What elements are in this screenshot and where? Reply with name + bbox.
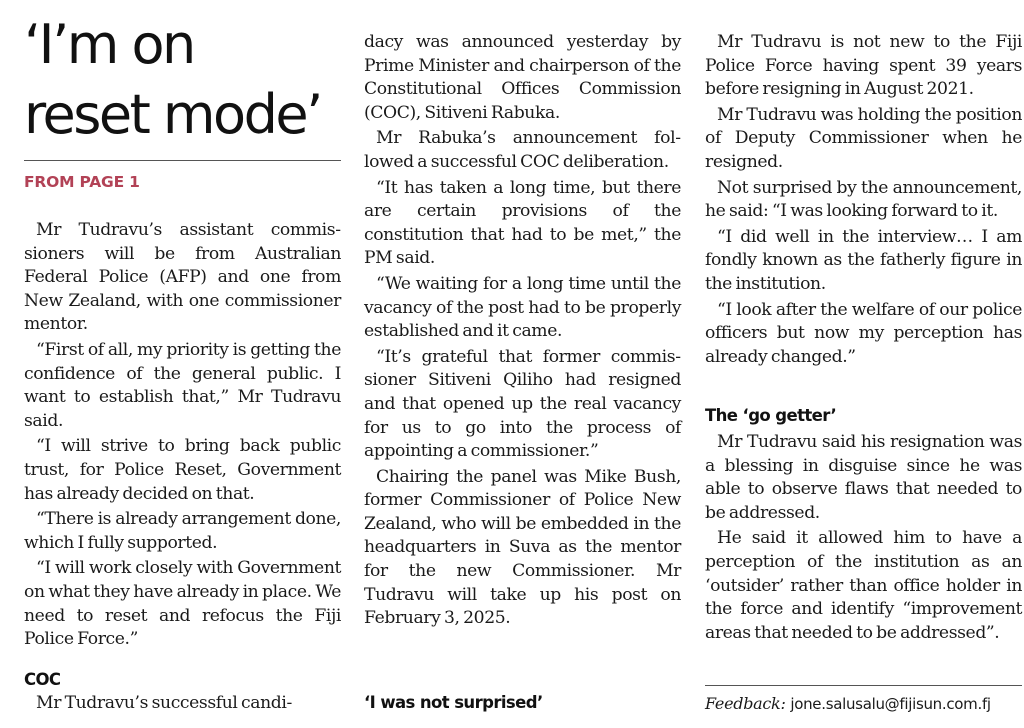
- paragraph: “There is already arrangement done, which I fully supported.: [24, 509, 341, 553]
- column-1-tail: [24, 692, 341, 716]
- paragraph: “I look after the welfare of our police officers but now my perception has already changed.”: [705, 299, 1022, 367]
- feedback-rule: [705, 685, 1022, 686]
- column-3-body-2: [705, 431, 1022, 645]
- paragraph: “I will strive to bring back public trust, for Police Reset, Government has already decided on that.: [24, 436, 341, 504]
- paragraph: Mr Tudravu’s successful candi-: [36, 693, 292, 713]
- column-1-body: [24, 219, 341, 652]
- headline-line-1: ‘I’m on: [24, 13, 194, 76]
- subhead-not-surprised: ‘I was not surprised’: [364, 693, 543, 712]
- feedback: [705, 694, 991, 713]
- paragraph: Mr Tudravu said his resignation was a blessing in disguise since he was able to observe flaws that needed to be addressed.: [705, 432, 1022, 523]
- paragraph: “I did well in the interview… I am fondly known as the fatherly figure in the institution.: [705, 226, 1022, 294]
- subhead-coc: COC: [24, 670, 61, 689]
- paragraph: Mr Tudravu’s assistant commissioners will be from Australian Federal Police (AFP) and one from New Zealand, with one commissioner mentor.: [24, 220, 341, 335]
- headline-line-2: reset mode’: [24, 83, 321, 146]
- paragraph: “We waiting for a long time until the vacancy of the post had to be properly established and it came.: [364, 273, 681, 342]
- subhead-go-getter: The ‘go getter’: [705, 406, 837, 425]
- paragraph: “It has taken a long time, but there are certain provisions of the constitution that had to be met,” the PM said.: [364, 177, 681, 269]
- feedback-label: Feedback:: [705, 694, 786, 713]
- column-3-body: [705, 31, 1022, 369]
- paragraph: Mr Tudravu was holding the position of Deputy Commissioner when he resigned.: [705, 104, 1022, 172]
- paragraph: Not surprised by the announcement, he said: “I was looking forward to it.: [705, 177, 1022, 222]
- feedback-email[interactable]: jone.salusalu@fijisun.com.fj: [790, 695, 991, 713]
- paragraph: Mr Tudravu is not new to the Fiji Police Force having spent 39 years before resigning in August 2021.: [705, 32, 1022, 100]
- paragraph: “It’s grateful that former commissioner Sitiveni Qiliho had resigned and that opened up the real vacancy for us to go into the process of appointing a commissioner.”: [364, 346, 681, 462]
- paragraph: dacy was announced yesterday by Prime Minister and chairperson of the Constitutional Offices Commission (COC), Sitiveni Rabuka.: [364, 32, 681, 123]
- kicker: FROM PAGE 1: [24, 173, 140, 191]
- paragraph: “First of all, my priority is getting the confidence of the general public. I want to establish that,” Mr Tudravu said.: [24, 339, 341, 431]
- column-2-body: [364, 31, 681, 631]
- paragraph: Mr Rabuka’s announcement followed a successful COC deliberation.: [364, 128, 681, 172]
- paragraph: Chairing the panel was Mike Bush, former Commissioner of Police New Zealand, who will be embedded in the headquarters in Suva as the mentor for the new Commissioner. Mr Tudravu will take up his post on February 3, 2025.: [364, 466, 681, 629]
- headline-rule: [24, 160, 341, 161]
- headline: [24, 10, 341, 150]
- paragraph: He said it allowed him to have a perception of the institution as an ‘outsider’ rather than office holder in the force and identify “improvement areas that needed to be addressed”.: [705, 528, 1022, 643]
- paragraph: “I will work closely with Government on what they have already in place. We need to reset and refocus the Fiji Police Force.”: [24, 558, 341, 650]
